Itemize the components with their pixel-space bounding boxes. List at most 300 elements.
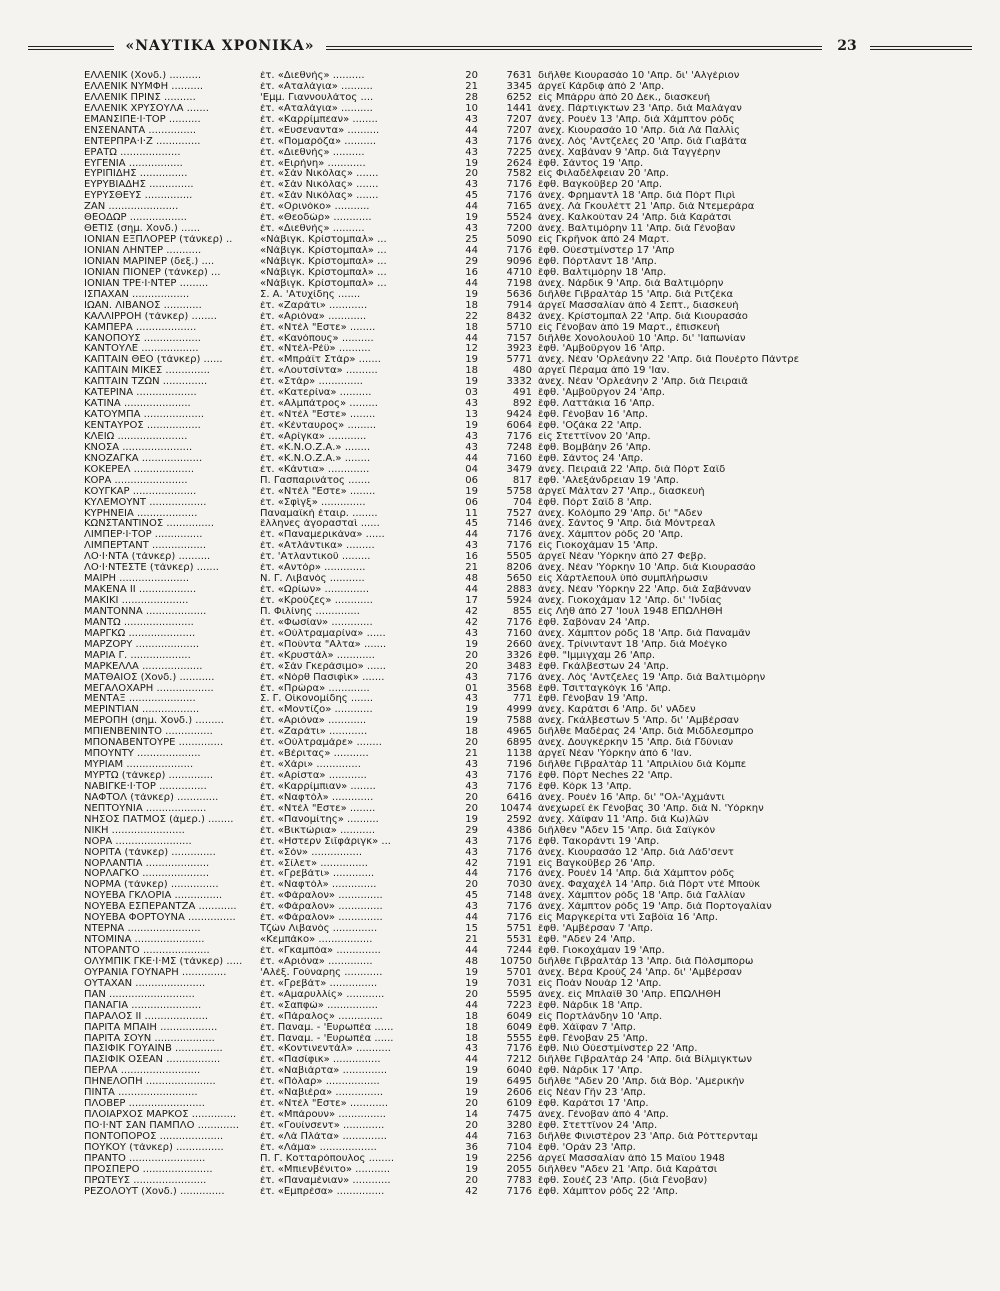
ship-name: ΚΛΕΙΩ ...................... [84, 431, 188, 442]
table-row [84, 1034, 804, 1045]
ship-name: ΜΑΝΤΩ ...................... [84, 617, 194, 628]
ship-tonnage: 817 [512, 475, 532, 486]
ship-agent: έτ. «Σόν» ................ [260, 847, 363, 858]
table-row [84, 104, 804, 115]
table-row [84, 530, 804, 541]
ship-tonnage: 2660 [506, 639, 532, 650]
ship-agent: έτ. «Πάραλος» .............. [260, 1011, 383, 1022]
ship-tonnage: 855 [512, 606, 532, 617]
table-row [84, 159, 804, 170]
ship-code: 44 [465, 946, 478, 956]
ship-tonnage: 6495 [506, 1077, 532, 1088]
table-row [84, 443, 804, 454]
ship-code: 20 [465, 792, 478, 803]
ship-name: ΚΥΡΗΝΕΙΑ ................... [84, 508, 198, 519]
ship-code: 11 [465, 508, 478, 519]
table-row [84, 519, 804, 530]
ship-agent: έτ. «Φάραλον» .............. [260, 902, 383, 913]
ship-code: 19 [465, 1088, 478, 1099]
ship-name: ΕΥΡΙΠΙΔΗΣ ............... [84, 169, 188, 180]
ship-agent: έτ. «Ειρήνη» ............ [260, 158, 366, 169]
ship-agent: έτ. «Μπιενβένιτο» ........... [260, 1164, 391, 1175]
ship-code: 20 [465, 650, 478, 661]
ship-tonnage: 9096 [506, 256, 532, 267]
table-row [84, 1077, 804, 1088]
ship-tonnage: 7176 [506, 869, 532, 880]
ship-code: 44 [465, 333, 478, 344]
ship-status: ἔφθ. 'Αμβοῦργον 16 'Απρ. [538, 344, 665, 355]
ship-name: ΠΗΝΕΛΟΠΗ ...................... [84, 1077, 216, 1088]
ship-name: ΠΑΝΑΓΙΑ ...................... [84, 1000, 202, 1011]
page-number: 23 [837, 38, 857, 54]
table-row [84, 148, 804, 159]
ship-status: ἀνεχ. Δουγκέρκην 15 'Απρ. διὰ Γδύνιαν [538, 738, 734, 749]
ship-tonnage: 7176 [506, 771, 532, 781]
table-row [84, 684, 804, 695]
header-rule-left [28, 46, 114, 50]
ship-status: διῆλθε Γιβραλτὰρ 11 'Απριλίου διὰ Κόμπε [538, 760, 747, 771]
ship-agent: έτ. «Σὰν Νικόλας» ....... [260, 180, 379, 191]
ship-status: ἀργεῖ Πέραμα ἀπὸ 19 'Ιαν. [538, 366, 670, 377]
ship-tonnage: 6252 [506, 92, 532, 103]
ship-code: 44 [465, 202, 478, 213]
ship-code: 18 [465, 322, 478, 333]
ship-status: ἀνεχ. Καράτσι 6 'Απρ. δι' νΑδεν [538, 705, 696, 716]
ship-name: ΠΡΩΤΕΥΣ ....................... [84, 1175, 207, 1186]
table-row [84, 1055, 804, 1066]
ship-name: ΠΡΟΣΠΕΡΟ ...................... [84, 1164, 213, 1175]
ship-tonnage: 7212 [506, 1055, 532, 1066]
ship-agent: έτ. «Βικτώρια» ........... [260, 825, 376, 836]
ship-code: 43 [465, 628, 478, 639]
table-row [84, 487, 804, 498]
table-row [84, 323, 804, 334]
ship-code: 20 [465, 880, 478, 891]
ship-agent: έτ. «Θεοδώρ» ............ [260, 213, 372, 224]
ship-status: εἰς Φιλαδέλφειαν 20 'Απρ. [538, 169, 669, 180]
ship-name: ΝΑΒΙΓΚΕ·Ι·ΤΟΡ ............... [84, 781, 207, 792]
ship-code: 45 [465, 191, 478, 202]
ship-code: 44 [465, 869, 478, 880]
ship-status: ἔφθ. Στεττῖνον 24 'Απρ. [538, 1121, 658, 1131]
ship-name: ΠΑΝ ........................... [84, 989, 195, 1000]
ship-agent: έτ. «Γρεβάτ» ............... [260, 978, 378, 989]
table-row [84, 126, 804, 137]
ship-agent: έτ. «Σὰν Νικόλας» ....... [260, 169, 379, 180]
ship-status: ἀνεχ. Πειραιᾶ 22 'Απρ. διὰ Πὸρτ Σαΐδ [538, 464, 726, 475]
ship-agent: έτ. «Λουτσίντα» .......... [260, 366, 378, 377]
ship-agent: έτ. «Φωσίαν» ............. [260, 617, 373, 628]
ship-agent: έτ. «Κάντια» ............. [260, 464, 370, 475]
table-row [84, 235, 804, 246]
ship-code: 43 [465, 442, 478, 453]
ship-code: 04 [465, 464, 478, 475]
ship-status: ἀνεχ. Χάϊφαν 11 'Απρ. διὰ Κω)λῶν [538, 814, 709, 825]
table-row [84, 454, 804, 465]
ship-agent: Π. Γασπαρινάτος ....... [260, 475, 371, 486]
ship-code: 20 [465, 1099, 478, 1110]
ship-agent: έτ. «Αριόνα» .............. [260, 956, 373, 967]
masthead-title: «ΝΑΥΤΙΚΑ ΧΡΟΝΙΚΑ» [125, 38, 315, 54]
ship-tonnage: 1138 [506, 749, 532, 760]
ship-agent: έτ. «Αριόνα» ............ [260, 311, 367, 322]
ship-name: ΝΟΡΙΤΑ (τάνκερ) .............. [84, 847, 216, 858]
ship-code: 36 [465, 1142, 478, 1153]
ship-code: 42 [465, 858, 478, 869]
ship-tonnage: 7527 [506, 508, 532, 519]
ship-name: ΟΛΥΜΠΙΚ ΓΚΕ·Ι·ΜΣ (τάνκερ) ..... [84, 956, 243, 967]
table-row [84, 749, 804, 760]
ship-agent: έτ. «Αμαρυλλίς» ............ [260, 989, 385, 1000]
ship-name: ΘΕΤΙΣ (σημ. Χονδ.) ...... [84, 224, 201, 235]
ship-name: ΜΠΙΕΝΒΕΝΙΝΤΟ ............... [84, 727, 213, 738]
ship-status: διῆλθε Γιβραλτὰρ 24 'Απρ. διὰ Βίλμιγκτων [538, 1055, 752, 1066]
ship-agent: έτ. «Ναφτόλ» ............. [260, 792, 374, 803]
table-row [84, 979, 804, 990]
ship-code: 12 [465, 344, 478, 355]
ship-code: 17 [465, 596, 478, 606]
ship-name: ΙΣΠΑΧΑΝ .................. [84, 289, 190, 300]
ship-code: 19 [465, 705, 478, 716]
ship-code: 42 [465, 1186, 478, 1197]
ship-code: 44 [465, 1055, 478, 1066]
table-row [84, 804, 804, 815]
ship-name: ΕΛΛΕΝΙΚ ΠΡΙΝΣ .......... [84, 92, 196, 103]
ship-status: ἀνεχ. Χαβάναν 9 'Απρ. διὰ Ταγγέρην [538, 147, 721, 158]
ship-name: ΕΥΓΕΝΙΑ ................. [84, 158, 183, 169]
ship-status: ἔφθ. Σουὲζ 23 'Απρ. (διὰ Γένοβαν) [538, 1175, 708, 1186]
ship-code: 20 [465, 169, 478, 180]
ship-code: 19 [465, 355, 478, 366]
ship-status: ἀνεχ. εἰς Μπλαΐθ 30 'Απρ. ΕΠΩΛΗΘΗ [538, 989, 721, 1000]
ship-tonnage: 7196 [506, 760, 532, 771]
ship-agent: έτ. «Γουίνσεντ» ............. [260, 1121, 385, 1131]
ship-status: ἀνεχ. Νέαν 'Υόρκην 10 'Απρ. διὰ Κιουρασάο [538, 563, 756, 574]
table-row [84, 82, 804, 93]
ship-agent: έτ. «Σαπφώ» ................ [260, 1000, 378, 1011]
table-row [84, 869, 804, 880]
ship-name: ΝΟΡΛΑΓΚΟ ..................... [84, 869, 209, 880]
ship-tonnage: 5524 [506, 213, 532, 224]
ship-name: ΜΑΡΖΟΡΥ .................... [84, 639, 200, 650]
table-row [84, 705, 804, 716]
ship-tonnage: 7191 [506, 858, 532, 869]
ship-code: 19 [465, 1153, 478, 1164]
ship-tonnage: 6049 [506, 1022, 532, 1033]
ship-name: ΜΠΟΝΑΒΕΝΤΟΥΡΕ .............. [84, 738, 224, 749]
ship-status: εἰς Χάρτλεπουλ ὑπὸ συμπλήρωσιν [538, 574, 708, 585]
ship-code: 43 [465, 114, 478, 125]
ship-agent: έτ. «Ωρίων» .............. [260, 585, 370, 596]
ship-name: ΝΙΚΗ ....................... [84, 825, 185, 836]
table-row [84, 71, 804, 82]
ship-code: 19 [465, 213, 478, 224]
ship-name: ΝΤΟΜΙΝΑ ...................... [84, 935, 205, 946]
ship-code: 42 [465, 617, 478, 628]
ship-name: ΖΑΝ ...................... [84, 202, 179, 213]
ship-tonnage: 7031 [506, 978, 532, 989]
ship-tonnage: 7176 [506, 672, 532, 683]
ship-code: 21 [465, 81, 478, 92]
ship-agent: έτ. «Ούλτραμάρε» ........ [260, 738, 382, 749]
ship-code: 20 [465, 1175, 478, 1186]
ship-agent: έτ. Παναμ. - 'Ευρωπέα ...... [260, 1033, 394, 1044]
ship-tonnage: 6040 [506, 1066, 532, 1077]
ship-name: ΛΙΜΠΕΡΤΑΝΤ ................. [84, 541, 207, 552]
ship-status: διῆλθεν "Αδεν 21 'Απρ. διὰ Καράτσι [538, 1164, 718, 1175]
ship-status: ἀνεχ. Φρημαντλ 18 'Απρ. διὰ Πὸρτ Πιρὶ [538, 191, 736, 202]
table-row [84, 1066, 804, 1077]
ship-code: 43 [465, 902, 478, 913]
ship-agent: έτ. «Βέριτας» ........... [260, 749, 369, 760]
ship-tonnage: 6064 [506, 421, 532, 431]
ship-tonnage: 2055 [506, 1164, 532, 1175]
ship-name: ΜΥΡΙΑΜ ..................... [84, 760, 194, 771]
ship-tonnage: 3332 [506, 377, 532, 388]
table-row [84, 137, 804, 148]
ship-agent: έτ. «Ναβιάρτα» .............. [260, 1066, 388, 1077]
table-row [84, 727, 804, 738]
ship-status: ἀνεχ. Γένοβαν ἀπὸ 4 'Απρ. [538, 1110, 669, 1121]
ship-status: διῆλθε Γιβραλτὰρ 15 'Απρ. διὰ Ριτζέκα [538, 289, 734, 300]
ship-status: εἰς Γιοκοχάμαν 15 'Απρ. [538, 541, 659, 552]
table-row [84, 498, 804, 509]
table-row [84, 399, 804, 410]
ship-name: ΘΕΟΔΩΡ .................. [84, 213, 187, 224]
table-row [84, 815, 804, 826]
ship-agent: έτ. «Αταλάγια» .......... [260, 103, 373, 114]
ship-status: ἔφθ. Νιὺ Οὐεστμίνστερ 22 'Απρ. [538, 1044, 698, 1055]
ship-tonnage: 3483 [506, 661, 532, 672]
ship-tonnage: 7160 [506, 628, 532, 639]
ship-status: εἰς Βαγκοῦβερ 26 'Απρ. [538, 858, 656, 869]
ship-code: 20 [465, 738, 478, 749]
table-row [84, 782, 804, 793]
ship-tonnage: 7914 [506, 300, 532, 311]
ship-agent: έτ. «Στὰρ» .............. [260, 377, 363, 388]
ship-tonnage: 2592 [506, 814, 532, 825]
table-row [84, 1023, 804, 1034]
table-row [84, 629, 804, 640]
ship-tonnage: 7176 [506, 617, 532, 628]
ship-agent: έτ. «Ντὲλ "Εστε» ........ [260, 410, 376, 421]
ship-code: 19 [465, 639, 478, 650]
ship-code: 06 [465, 497, 478, 508]
table-row [84, 1143, 804, 1154]
ship-code: 43 [465, 836, 478, 847]
ship-tonnage: 3326 [506, 650, 532, 661]
ship-code: 44 [465, 246, 478, 256]
ship-status: ἀνεχ. Βαλτιμόρην 11 'Απρ. διὰ Γένοβαν [538, 224, 736, 235]
ship-status: ἔφθ. Βαλτιμόρην 18 'Απρ. [538, 267, 667, 278]
ship-status: ἔφθ. Σάντος 19 'Απρ. [538, 158, 644, 169]
ship-tonnage: 7176 [506, 1044, 532, 1055]
ship-tonnage: 5710 [506, 322, 532, 333]
table-row [84, 585, 804, 596]
ship-code: 44 [465, 278, 478, 289]
header-rule-middle [326, 46, 822, 50]
ship-code: 44 [465, 125, 478, 136]
ship-name: ΜΑΚΕΝΑ ΙΙ .................. [84, 585, 197, 596]
ship-status: ἔφθ. Γένοβαν 16 'Απρ. [538, 410, 648, 421]
ship-agent: έτ. «Ορινόκο» ........... [260, 202, 370, 213]
ship-status: ἔφθ. Νάρδικ 17 'Απρ. [538, 1066, 643, 1077]
ship-name: ΠΑΣΙΦΙΚ ΓΟΥΑΙΝΒ ............... [84, 1044, 223, 1055]
ship-name: ΟΥΡΑΝΙΑ ΓΟΥΝΑΡΗ .............. [84, 967, 227, 978]
ship-agent: 'Αλέξ. Γούναρης ............ [260, 967, 383, 978]
ship-code: 19 [465, 716, 478, 727]
ship-name: ΚΟΚΕΡΕΛ ................... [84, 464, 195, 475]
ship-name: ΕΡΑΤΩ ................... [84, 147, 181, 158]
ship-code: 44 [465, 585, 478, 596]
ship-code: 28 [465, 92, 478, 103]
ship-name: ΝΤΕΡΝΑ ....................... [84, 924, 201, 935]
ship-tonnage: 5924 [506, 596, 532, 606]
ship-status: ἔφθ. Νάρδικ 18 'Απρ. [538, 1000, 643, 1011]
ship-code: 19 [465, 1066, 478, 1077]
ship-code: 43 [465, 694, 478, 705]
ship-agent: έτ. «Ζαράτι» ............ [260, 300, 368, 311]
ship-status: ἀνεχ. Βέρα Κροὺζ 24 'Απρ. δι' 'Αμβέρσαν [538, 967, 742, 978]
ship-agent: έτ. «Σὰν Γκεράσιμο» ...... [260, 661, 386, 672]
ship-status: ἔφθ. Οὐεστμίνστερ 17 'Απρ [538, 246, 675, 256]
ship-code: 20 [465, 803, 478, 814]
ship-code: 20 [465, 1121, 478, 1131]
ship-tonnage: 7176 [506, 191, 532, 202]
table-row [84, 618, 804, 629]
ship-name: ΜΕΝΤΑΞ ..................... [84, 694, 196, 705]
ship-agent: έτ. «Κρυστάλ» ............ [260, 650, 375, 661]
ship-status: εἰς Στεττῖνον 20 'Απρ. [538, 431, 651, 442]
table-row [84, 388, 804, 399]
ship-code: 16 [465, 267, 478, 278]
ship-name: ΙΟΝΙΑΝ ΛΗΝΤΕΡ ........... [84, 246, 202, 256]
table-row [84, 716, 804, 727]
table-row [84, 891, 804, 902]
ship-status: ἔφθ. Σάντος 24 'Απρ. [538, 453, 644, 464]
ship-name: ΕΥΡΥΒΙΑΔΗΣ .............. [84, 180, 194, 191]
ship-status: εἰς Γένοβαν ἀπὸ 19 Μαρτ., ἐπισκευὴ [538, 322, 720, 333]
ship-tonnage: 7176 [506, 902, 532, 913]
ship-agent: έτ. «Κρούζες» ............ [260, 596, 373, 606]
ship-name: ΝΟΡΑ ........................ [84, 836, 192, 847]
ship-name: ΕΥΡΥΣΘΕΥΣ ............... [84, 191, 193, 202]
ship-status: διῆλθε Γιβραλτὰρ 13 'Απρ. διὰ Πόλσμπορω [538, 956, 754, 967]
ship-tonnage: 9424 [506, 410, 532, 421]
table-row [84, 1001, 804, 1012]
ship-status: διῆλθε "Αδεν 20 'Απρ. διὰ Βόρ. 'Αμερικὴν [538, 1077, 745, 1088]
ship-status: ἔφθ. 'Αμβέρσαν 7 'Απρ. [538, 924, 653, 935]
ship-agent: «Νάβιγκ. Κρίστομπαλ» ... [260, 256, 387, 267]
ship-status: ἀνεχ. Νέαν 'Υόρκην 22 'Απρ. διὰ Σαβάνναν [538, 585, 752, 596]
ship-tonnage: 7176 [506, 847, 532, 858]
ship-status: διῆλθε Φινιστέρον 23 'Απρ. διὰ Ρόττερνταμ [538, 1131, 758, 1142]
ship-agent: έτ. «Γκαμπόα» .............. [260, 946, 381, 956]
ship-agent: έτ. «Καρρίμπιαν» ........ [260, 781, 376, 792]
table-row [84, 93, 804, 104]
table-row [84, 432, 804, 443]
ship-name: ΛΙΜΠΕΡ·Ι·ΤΟΡ ............... [84, 530, 203, 541]
ship-tonnage: 7475 [506, 1110, 532, 1121]
ship-name: ΚΟΥΓΚΑΡ .................... [84, 486, 197, 497]
ship-status: εἰς Πορτλάνδην 10 'Απρ. [538, 1011, 663, 1022]
ship-name: ΠΙΝΤΑ ......................... [84, 1088, 198, 1099]
table-row [84, 913, 804, 924]
table-row [84, 1099, 804, 1110]
ship-name: ΕΝΤΕΡΠΡΑ·Ι·Ζ .............. [84, 136, 201, 147]
ship-name: ΝΕΠΤΟΥΝΙΑ ................... [84, 803, 207, 814]
ship-name: ΠΕΡΛΑ ......................... [84, 1066, 201, 1077]
ship-code: 19 [465, 158, 478, 169]
ship-name: ΝΟΥΕΒΑ ΕΣΠΕΡΑΝΤΖΑ ............ [84, 902, 237, 913]
table-row [84, 990, 804, 1001]
table-row [84, 826, 804, 837]
ship-agent: Π. Γ. Κοτταρόπουλος ........ [260, 1153, 395, 1164]
ship-status: ἀργεῖ Μασσαλίαν ἀπὸ 15 Μαΐου 1948 [538, 1153, 725, 1164]
ship-code: 48 [465, 574, 478, 585]
ship-name: ΚΑΤΙΝΑ ..................... [84, 399, 191, 410]
ship-status: ἀνεχ. Νέαν 'Ορλεάνην 22 'Απρ. διὰ Πουέρτο Πάντρε [538, 355, 799, 366]
ship-agent: έτ. «Κένταυρος» ......... [260, 421, 377, 431]
ship-name: ΜΑΡΚΕΛΛΑ ................... [84, 661, 203, 672]
ship-name: ΕΛΛΕΝΙΚ ΧΡΥΣΟΥΛΑ ....... [84, 103, 209, 114]
ship-tonnage: 7200 [506, 224, 532, 235]
ship-agent: έτ. «Μπάρουν» ............... [260, 1110, 386, 1121]
ship-agent: έτ. «Ούλτραμαρίνα» ...... [260, 628, 386, 639]
ship-name: ΝΟΥΕΒΑ ΦΟΡΤΟΥΝΑ ............... [84, 913, 236, 924]
ship-tonnage: 3568 [506, 683, 532, 694]
ship-agent: έτ. «Ντὲλ "Εστε» ............ [260, 1099, 389, 1110]
ship-status: ἔφθ. Γένοβαν 19 'Απρ. [538, 694, 648, 705]
ship-tonnage: 3280 [506, 1121, 532, 1131]
ship-name: ΝΟΡΛΑΝΤΙΑ .................... [84, 858, 210, 869]
ship-tonnage: 7198 [506, 278, 532, 289]
ship-agent: έτ. «Μπράϊτ Στὰρ» ....... [260, 355, 381, 366]
ship-tonnage: 7176 [506, 1186, 532, 1197]
ship-name: ΜΑΚΙΚΙ ..................... [84, 596, 189, 606]
ship-code: 18 [465, 366, 478, 377]
table-row [84, 738, 804, 749]
ship-tonnage: 5751 [506, 924, 532, 935]
ship-code: 14 [465, 1110, 478, 1121]
table-row [84, 202, 804, 213]
ship-code: 29 [465, 825, 478, 836]
ship-agent: έτ. «Παναμένιαν» ............ [260, 1175, 391, 1186]
table-row [84, 191, 804, 202]
table-row [84, 935, 804, 946]
ship-agent: έτ. 'Ατλαντικοῦ ......... [260, 552, 371, 563]
table-row [84, 694, 804, 705]
ship-code: 19 [465, 421, 478, 431]
ship-tonnage: 5505 [506, 552, 532, 563]
table-row [84, 1044, 804, 1055]
ship-name: ΝΟΥΕΒΑ ΓΚΛΟΡΙΑ ............... [84, 891, 223, 902]
ship-status: ἔφθ. Χάϊφαν 7 'Απρ. [538, 1022, 636, 1033]
ship-code: 19 [465, 1164, 478, 1175]
ship-name: ΠΟΥΚΟΥ (τάνκερ) ............... [84, 1142, 224, 1153]
table-row [84, 760, 804, 771]
ship-tonnage: 2606 [506, 1088, 532, 1099]
ship-name: ΠΟΝΤΟΠΟΡΟΣ .................... [84, 1131, 224, 1142]
ship-code: 44 [465, 1000, 478, 1011]
ship-status: ἀργεῖ Κάρδιφ ἀπὸ 2 'Απρ. [538, 81, 665, 92]
ship-agent: έτ. «Αντόρ» ............. [260, 563, 366, 574]
table-row [84, 541, 804, 552]
ship-agent: Σ. Α. 'Ατυχίδης ....... [260, 289, 361, 300]
ship-code: 15 [465, 924, 478, 935]
ship-tonnage: 10750 [500, 956, 532, 967]
ship-status: ἀνεχ. Ρουὲν 16 'Απρ. δι' "Ολ-'Αχμάντι [538, 792, 725, 803]
